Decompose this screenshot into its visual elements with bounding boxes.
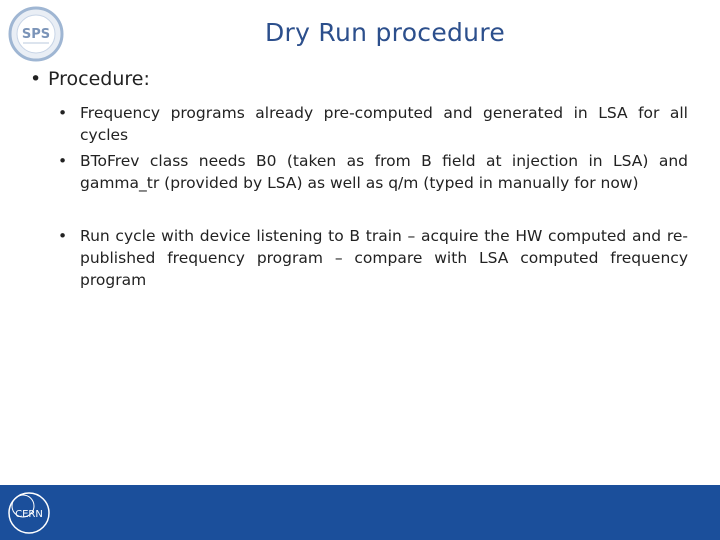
bullet-icon: • (58, 152, 68, 170)
sps-logo-text: SPS (21, 27, 51, 42)
cern-logo (6, 490, 52, 536)
procedure-heading-text: Procedure: (48, 68, 150, 90)
footer-bar (0, 485, 720, 540)
cern-logo-text: CERN (15, 509, 43, 520)
list-item-text: Frequency programs already pre-computed and generated in LSA for all cycles (80, 104, 688, 144)
list-item (58, 102, 688, 146)
list-item (58, 150, 688, 194)
slide-title: Dry Run procedure (264, 18, 506, 47)
list-item-text: BToFrev class needs B0 (taken as from B field at injection in LSA) and gamma_tr (provided by LSA) as well as q/m (typed in manually for now) (80, 152, 688, 192)
list-item-text: Run cycle with device listening to B train – acquire the HW computed and re-published frequency program – compare with LSA computed frequency program (80, 227, 688, 289)
bullet-icon: • (58, 104, 68, 122)
bullet-icon: • (58, 227, 68, 245)
bullet-icon: • (30, 68, 42, 90)
list-item (58, 225, 688, 291)
